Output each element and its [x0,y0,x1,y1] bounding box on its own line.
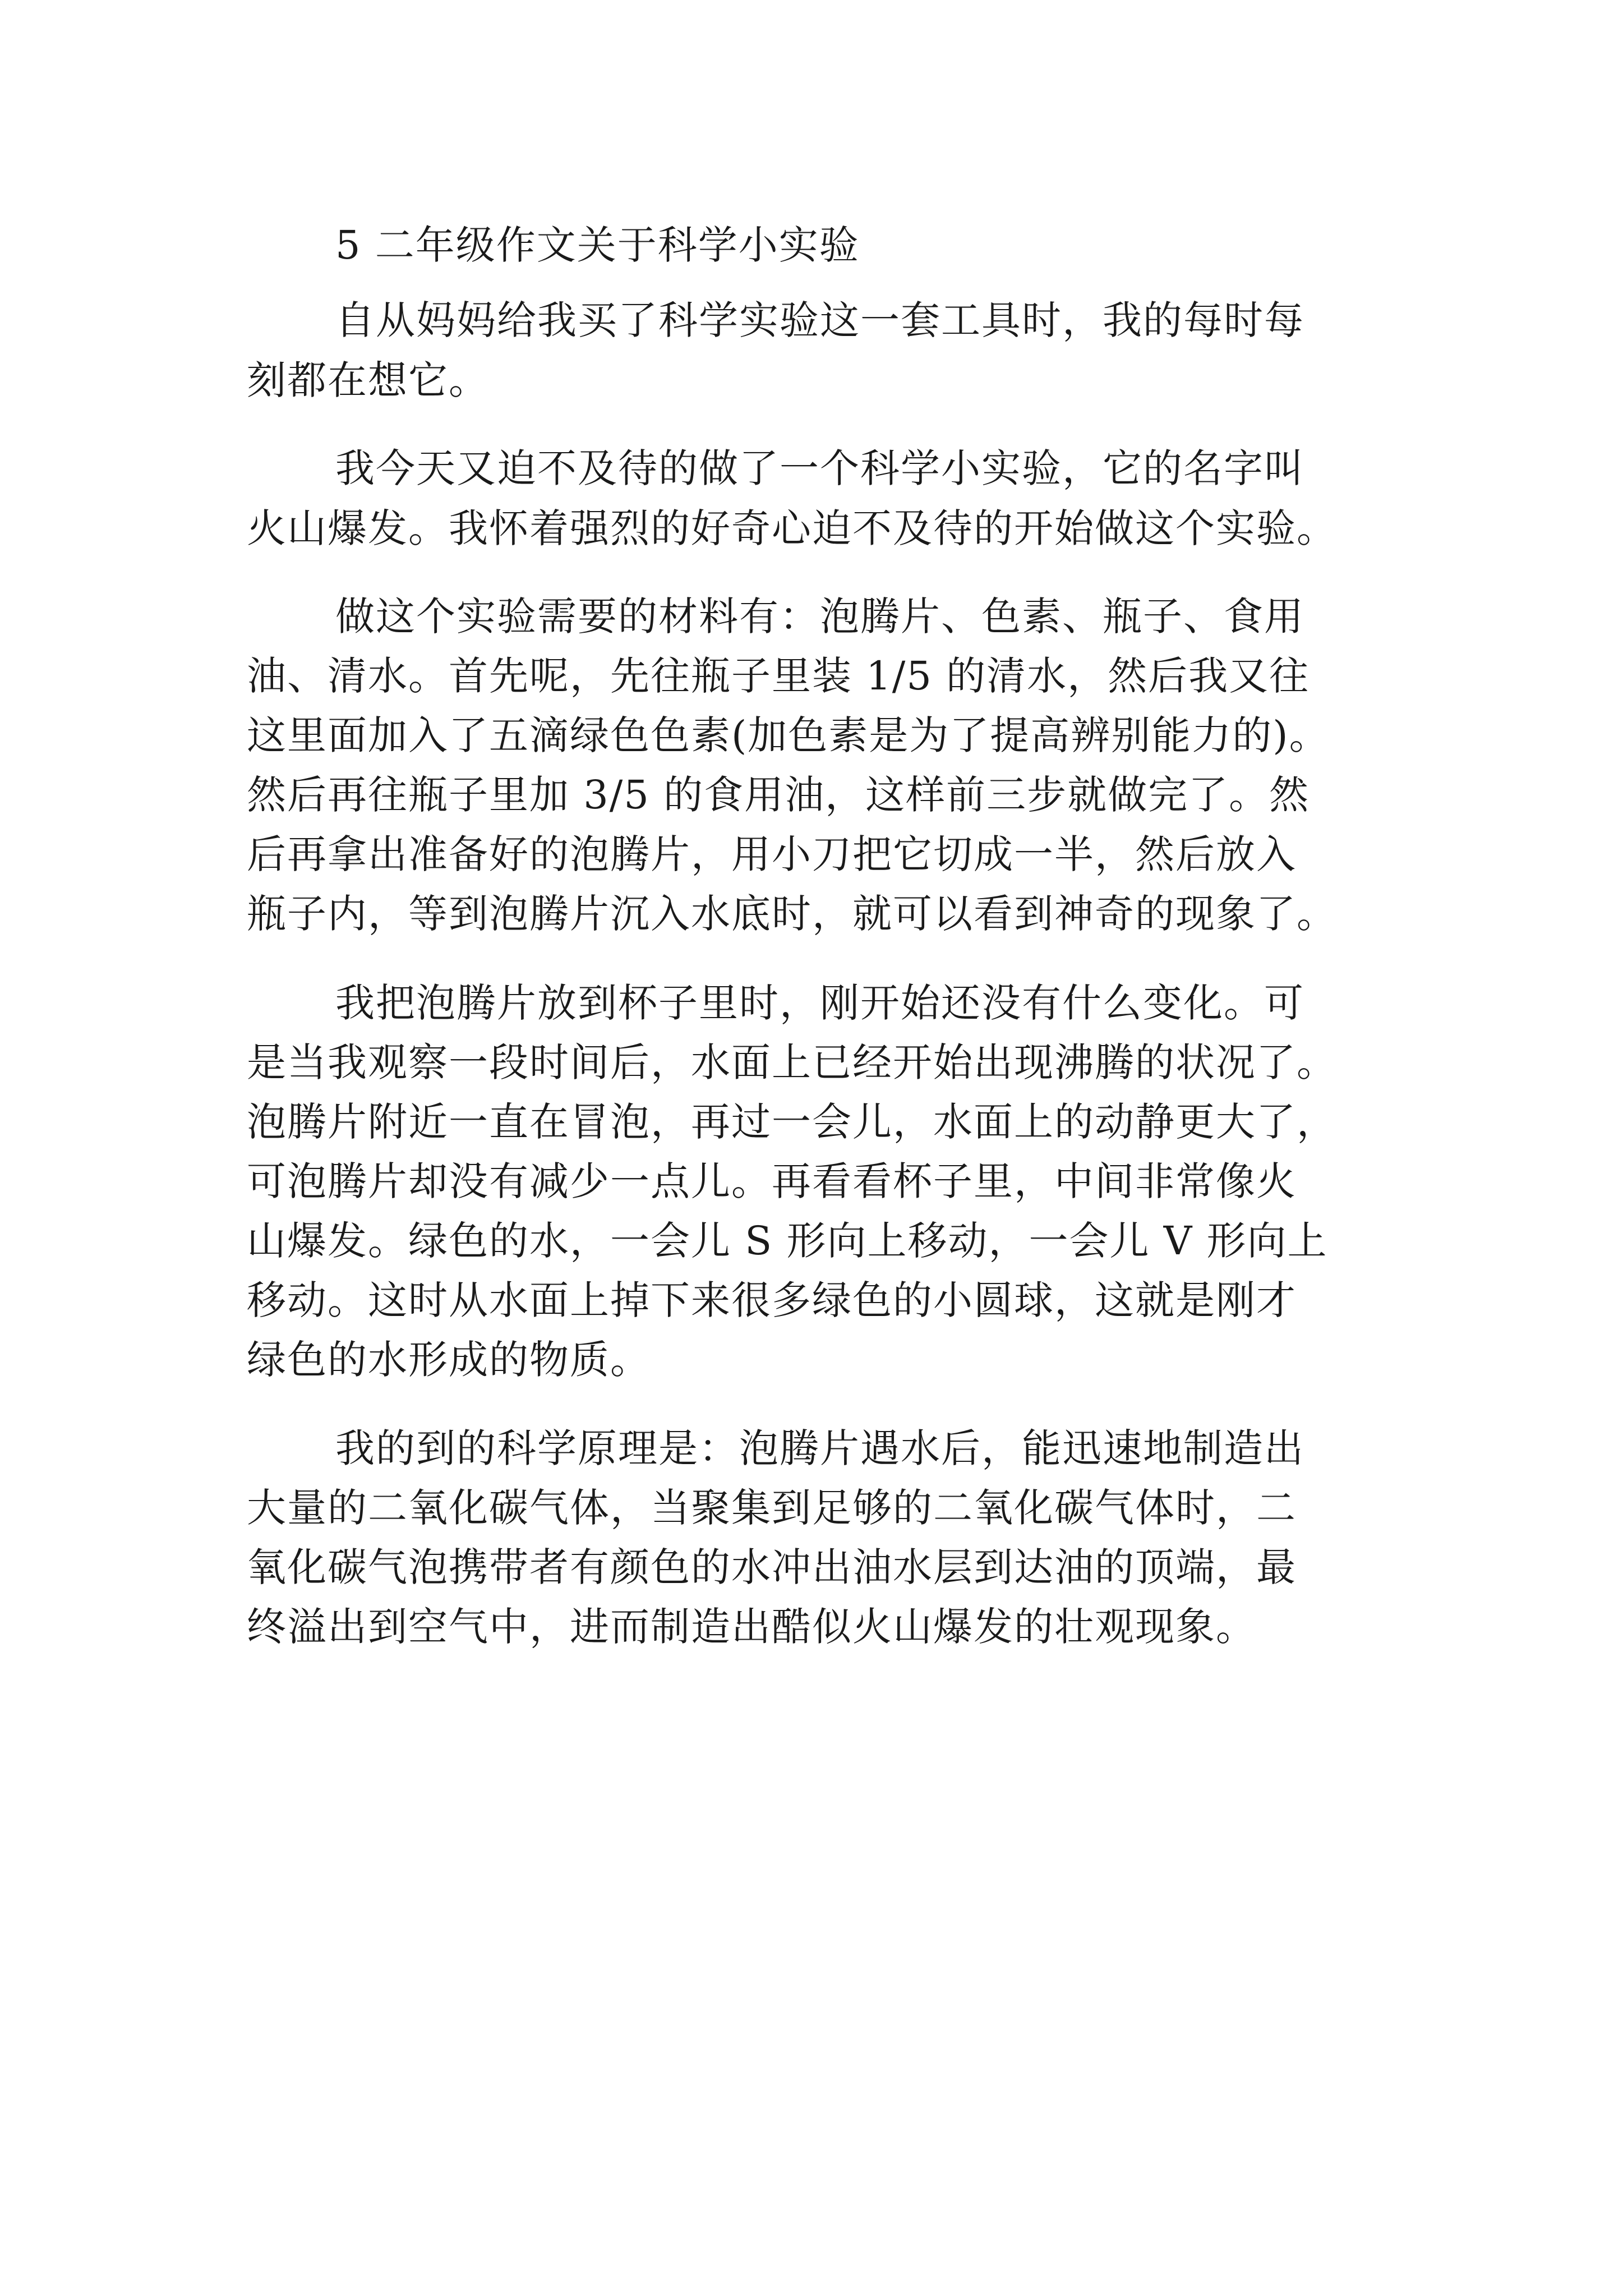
paragraph-line: 火山爆发。我怀着强烈的好奇心迫不及待的开始做这个实验。 [247,505,1337,551]
paragraph-line: 绿色的水形成的物质。 [247,1337,651,1383]
paragraph-line: 是当我观察一段时间后，水面上已经开始出现沸腾的状况了。 [247,1039,1337,1085]
paragraph-line: 我的到的科学原理是：泡腾片遇水后，能迅速地制造出 [335,1425,1304,1471]
paragraph-line: 瓶子内，等到泡腾片沉入水底时，就可以看到神奇的现象了。 [247,891,1337,937]
paragraph-line: 我把泡腾片放到杯子里时，刚开始还没有什么变化。可 [335,980,1304,1026]
paragraph-line: 做这个实验需要的材料有：泡腾片、色素、瓶子、食用 [335,593,1304,639]
paragraph-line: 油、清水。首先呢，先往瓶子里装 1/5 的清水，然后我又往 [247,653,1310,699]
paragraph-line: 大量的二氧化碳气体，当聚集到足够的二氧化碳气体时，二 [247,1485,1297,1531]
paragraph-line: 泡腾片附近一直在冒泡，再过一会儿，水面上的动静更大了， [247,1099,1337,1145]
paragraph-line: 自从妈妈给我买了科学实验这一套工具时，我的每时每 [335,297,1304,343]
paragraph-line: 然后再往瓶子里加 3/5 的食用油，这样前三步就做完了。然 [247,772,1310,818]
paragraph-line: 移动。这时从水面上掉下来很多绿色的小圆球，这就是刚才 [247,1277,1297,1323]
paragraph-line: 氧化碳气泡携带者有颜色的水冲出油水层到达油的顶端，最 [247,1544,1297,1590]
paragraph-line: 我今天又迫不及待的做了一个科学小实验，它的名字叫 [335,445,1304,491]
document-title: 5 二年级作文关于科学小实验 [335,222,860,268]
paragraph-line: 可泡腾片却没有减少一点儿。再看看杯子里，中间非常像火 [247,1158,1297,1204]
paragraph-line: 这里面加入了五滴绿色色素(加色素是为了提高辨别能力的)。 [247,712,1330,758]
paragraph-line: 后再拿出准备好的泡腾片，用小刀把它切成一半，然后放入 [247,831,1297,877]
paragraph-line: 终溢出到空气中，进而制造出酷似火山爆发的壮观现象。 [247,1604,1256,1650]
paragraph-line: 刻都在想它。 [247,357,489,403]
paragraph-line: 山爆发。绿色的水，一会儿 S 形向上移动，一会儿 V 形向上 [247,1218,1328,1264]
